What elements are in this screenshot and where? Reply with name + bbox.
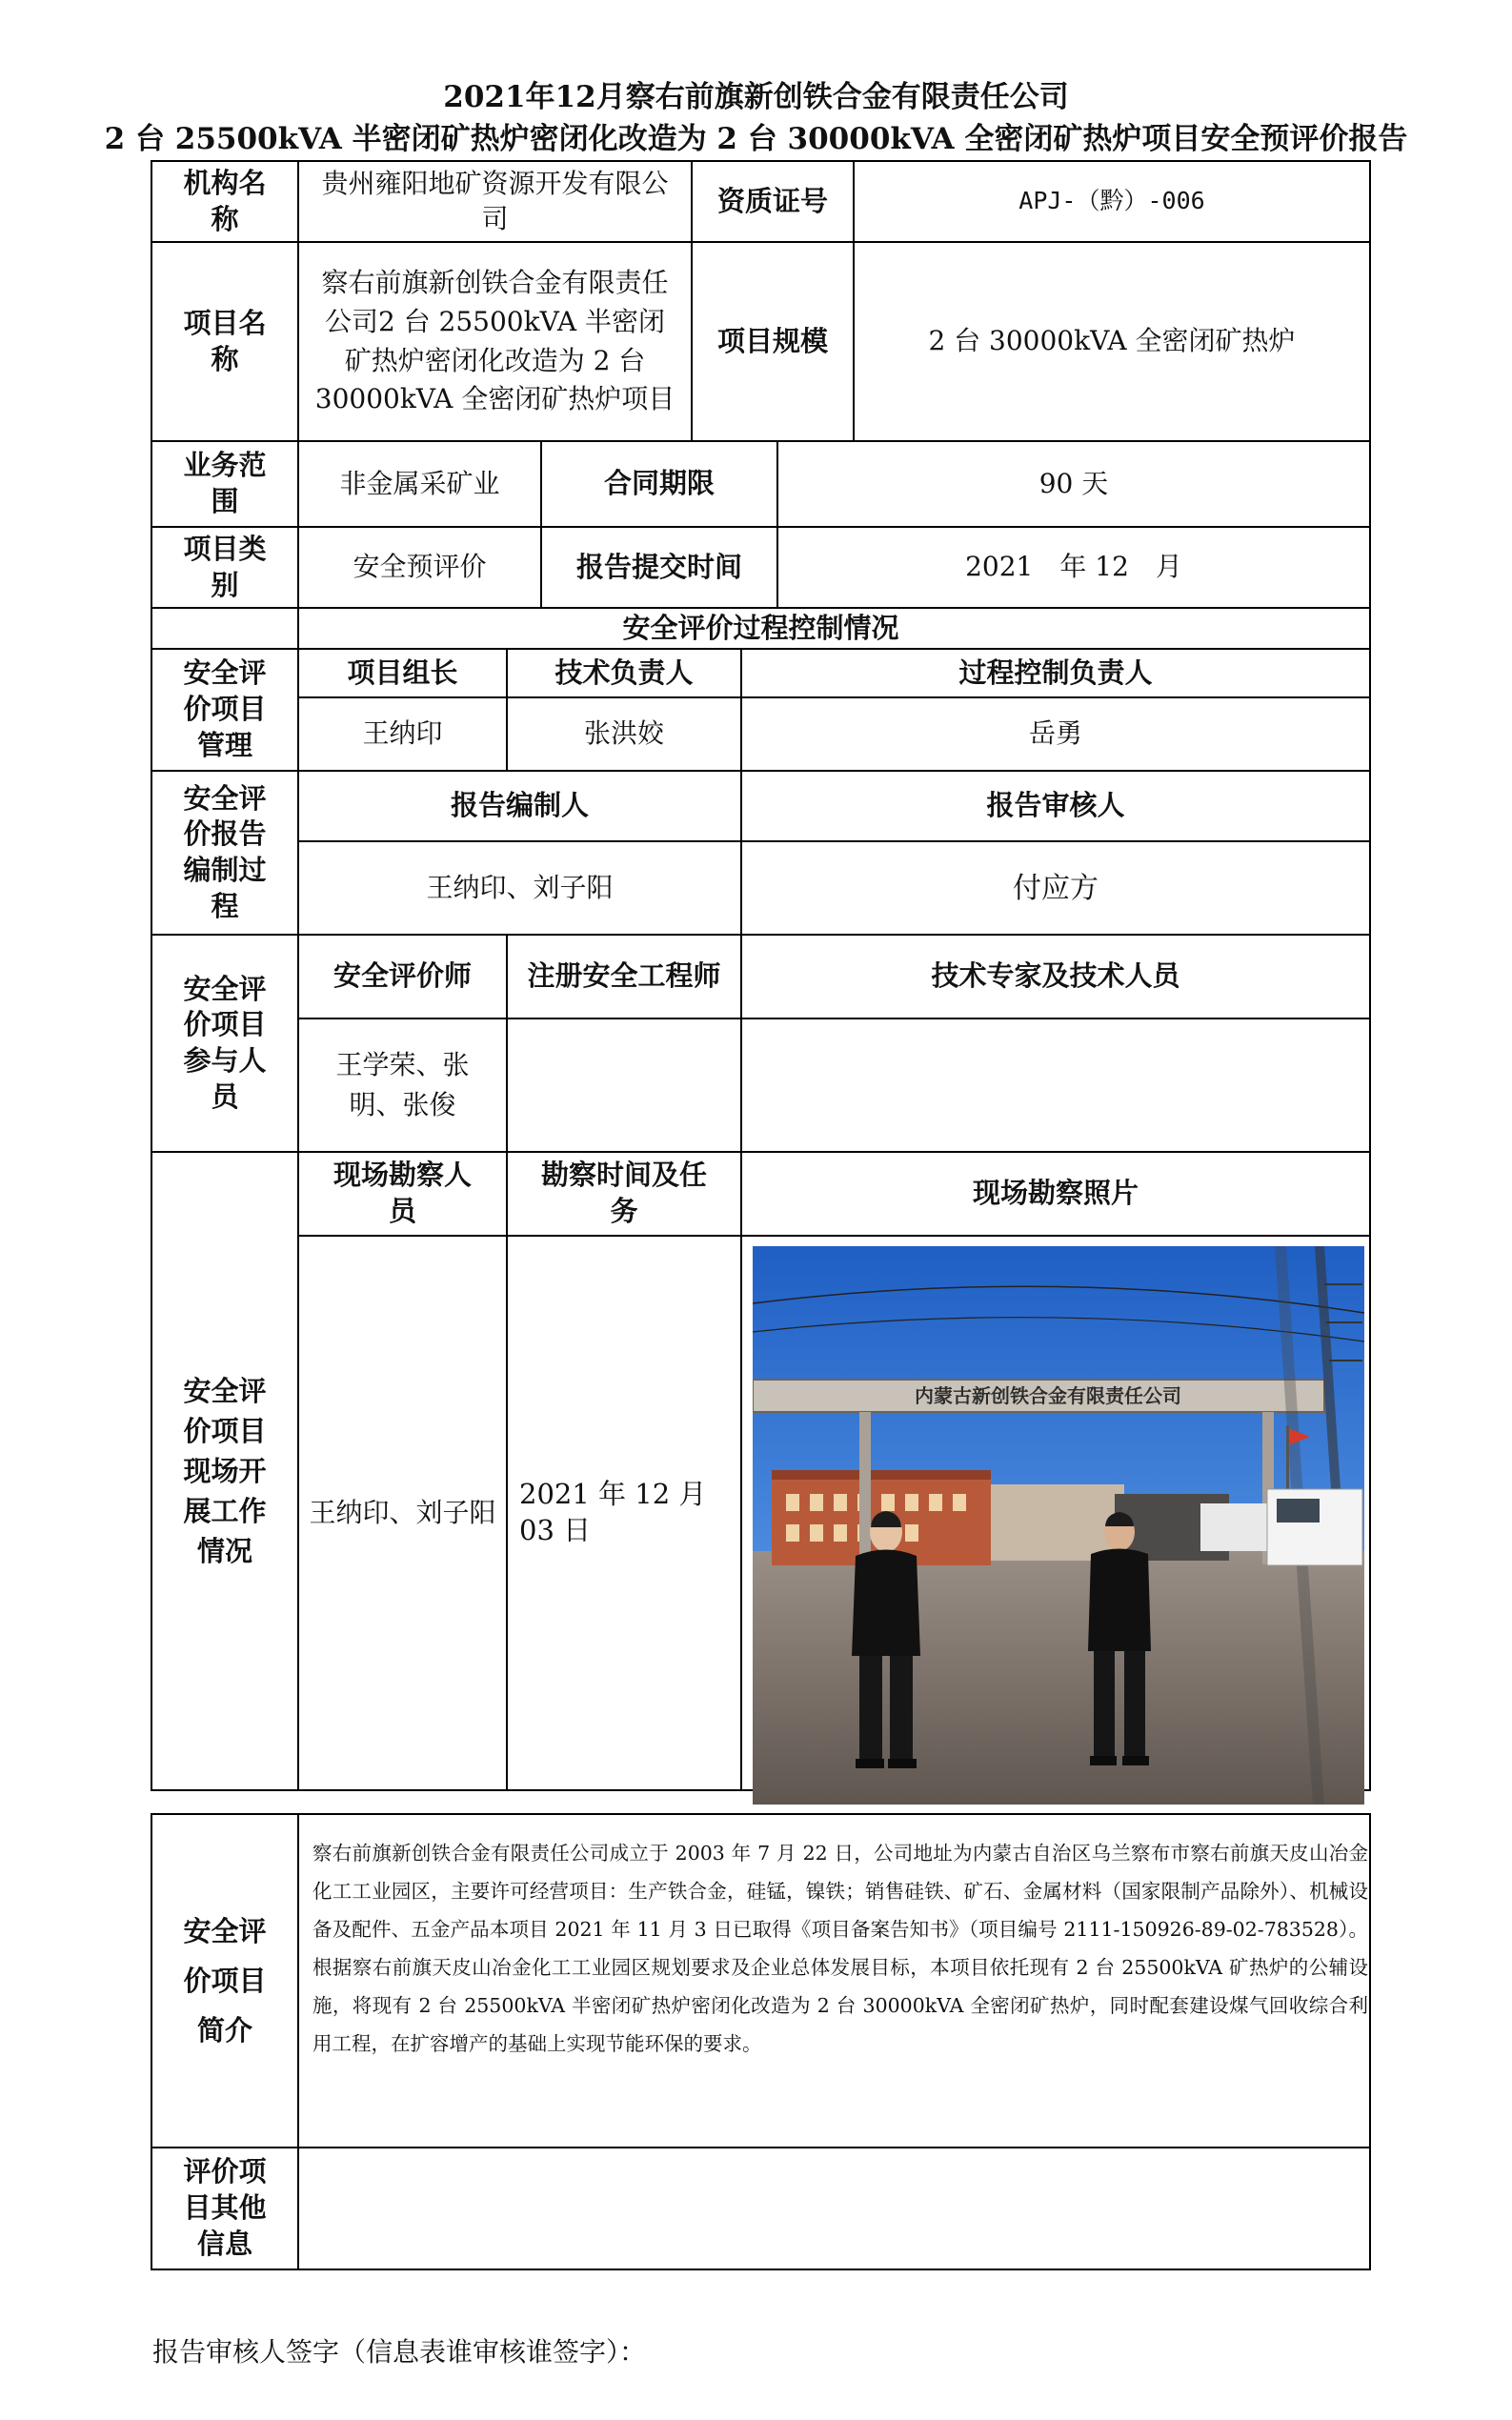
process-lead-label: 过程控制负责人 <box>958 655 1153 689</box>
cert-label: 资质证号 <box>716 184 828 217</box>
submit-value: 2021 年 12 月 <box>965 551 1182 583</box>
site-time-value: 2021 年 12 月 03 日 <box>519 1478 707 1546</box>
contract-value: 90 天 <box>1038 467 1109 499</box>
expert-value <box>742 1019 1369 1151</box>
site-survey-photo-drawing <box>753 1246 1364 1805</box>
document-title-line2: 2 台 25500kVA 半密闭矿热炉密闭化改造为 2 台 30000kVA 全密闭矿热炉项目安全预评价报告 <box>104 122 1408 156</box>
site-time-label: 勘察时间及任务 <box>540 1159 707 1227</box>
cert-value: APJ-（黔）-006 <box>1018 187 1205 215</box>
contract-label: 合同期限 <box>603 467 715 500</box>
scale-label: 项目规模 <box>716 324 828 357</box>
compiler-value: 王纳印、刘子阳 <box>426 871 614 903</box>
process-control-header: 安全评价过程控制情况 <box>622 611 899 644</box>
document-title-line1: 2021年12月察右前旗新创铁合金有限责任公司 <box>443 80 1069 114</box>
tech-lead-label: 技术负责人 <box>554 655 694 689</box>
category-label: 项目类别 <box>183 532 267 601</box>
compiler-label: 报告编制人 <box>450 789 589 822</box>
site-staff-label: 现场勘察人员 <box>333 1159 472 1227</box>
intro-text: 察右前旗新创铁合金有限责任公司成立于 2003 年 7 月 22 日，公司地址为内蒙古自治区乌兰察布市察右前旗天皮山冶金化工工业园区，主要许可经营项目：生产铁合金，硅锰，镍铁；销售硅铁、矿石、金属材料（国家限制产品除外）、机械设备及配件、五金产品本项目 2021 年 11 月 3 日已取得《项目备案告知书》（项目编号 2111-150926-89-02-783528）。根据察右前旗天皮山冶金化工工业园区规划要求及企业总体发展目标，本项目依托现有 2 台 25500kVA 矿热炉的公辅设施，将现有 2 台 25500kVA 半密闭矿热炉密闭化改造为 2 台 30000kVA 全密闭矿热炉，同时配套建设煤气回收综合利用工程，在扩容增产的基础上实现节能环保的要求。 <box>312 1842 1368 2055</box>
evaluator-label: 安全评价师 <box>333 959 472 993</box>
reviewer-label: 报告审核人 <box>986 789 1125 822</box>
business-label: 业务范围 <box>183 449 267 517</box>
gate-sign-text: 内蒙古新创铁合金有限责任公司 <box>915 1384 1181 1407</box>
other-info-value <box>299 2148 1369 2269</box>
management-label: 安全评价项目管理 <box>183 656 267 761</box>
compile-label: 安全评价报告编制过程 <box>183 781 267 922</box>
engineer-label: 注册安全工程师 <box>527 959 721 993</box>
site-label: 安全评价项目现场开展工作情况 <box>183 1374 267 1568</box>
engineer-value <box>508 1019 740 1151</box>
category-value: 安全预评价 <box>353 551 487 583</box>
process-lead-value: 岳勇 <box>1028 717 1082 750</box>
leader-label: 项目组长 <box>347 655 458 689</box>
other-info-label: 评价项目其他信息 <box>183 2155 267 2260</box>
expert-label: 技术专家及技术人员 <box>931 959 1180 993</box>
site-photo-label: 现场勘察照片 <box>972 1177 1139 1210</box>
org-name-label: 机构名称 <box>183 166 267 235</box>
project-name-value: 察右前旗新创铁合金有限责任公司2 台 25500kVA 半密闭矿热炉密闭化改造为 2 台 30000kVA 全密闭矿热炉项目 <box>314 267 675 415</box>
org-name-value: 贵州雍阳地矿资源开发有限公司 <box>321 168 669 234</box>
project-name-label: 项目名称 <box>183 306 267 375</box>
evaluator-value: 王学荣、张明、张俊 <box>335 1049 470 1120</box>
reviewer-value: 付应方 <box>1013 871 1099 905</box>
intro-label: 安全评价项目简介 <box>183 1914 267 2047</box>
tech-lead-value: 张洪姣 <box>583 717 664 750</box>
site-staff-value: 王纳印、刘子阳 <box>309 1496 496 1528</box>
site-survey-photo <box>753 1246 1364 1805</box>
scale-value: 2 台 30000kVA 全密闭矿热炉 <box>928 325 1296 357</box>
leader-value: 王纳印 <box>362 717 443 750</box>
submit-label: 报告提交时间 <box>575 550 742 583</box>
participants-label: 安全评价项目参与人员 <box>183 972 267 1113</box>
reviewer-signature-note: 报告审核人签字（信息表谁审核谁签字）： <box>152 2336 647 2368</box>
business-value: 非金属采矿业 <box>339 467 500 499</box>
